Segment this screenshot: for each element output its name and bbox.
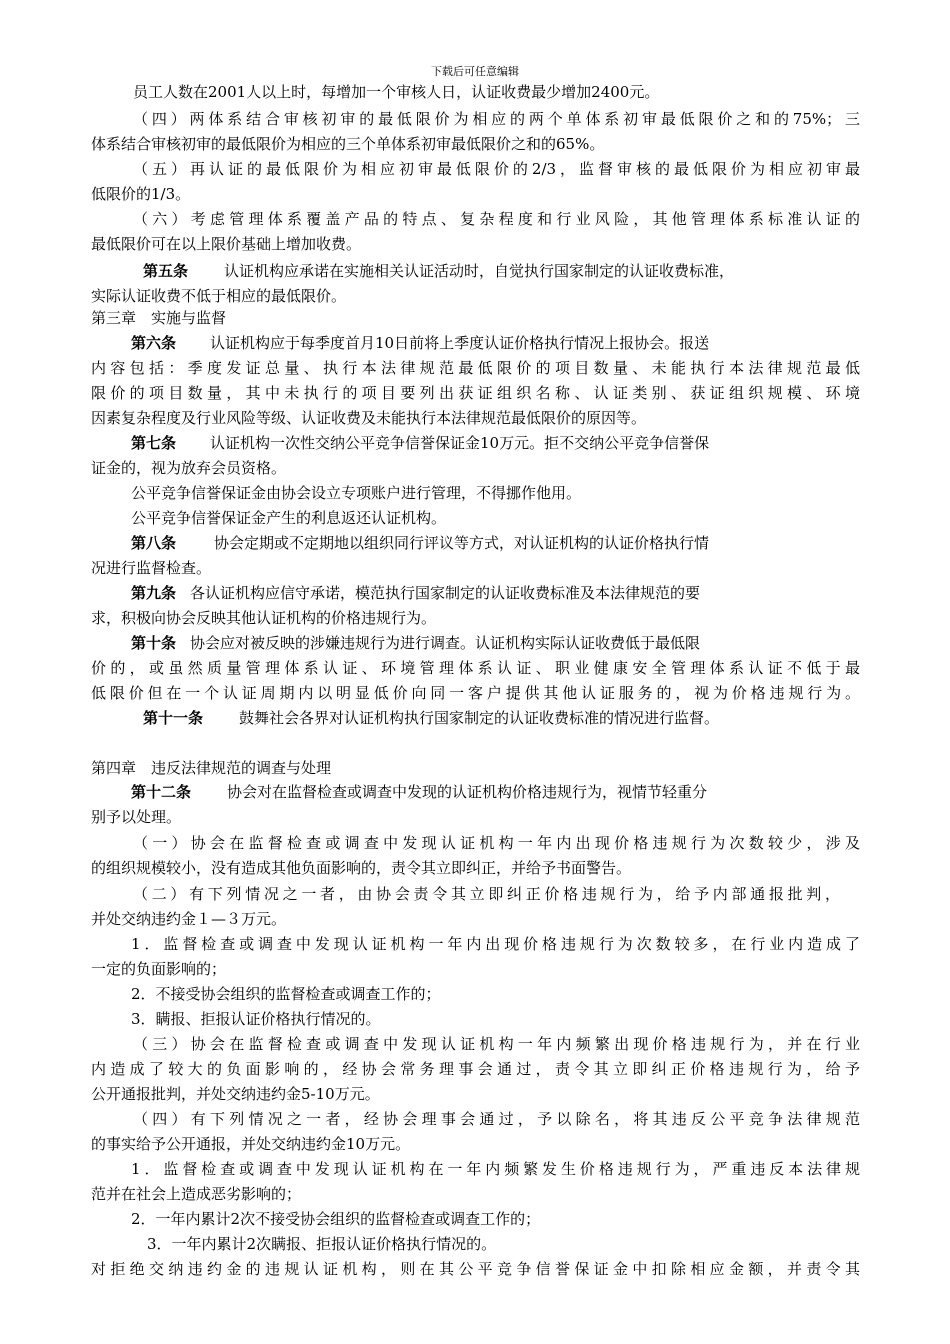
- article-6-heading: 第六条: [131, 334, 177, 352]
- paragraph-line: （一）协会在监督检查或调查中发现认证机构一年内出现价格违规行为次数较少，涉及: [133, 834, 860, 852]
- article-11-text: 鼓舞社会各界对认证机构执行国家制定的认证收费标准的情况进行监督。: [239, 709, 720, 727]
- paragraph-line: （四）两体系结合审核初审的最低限价为相应的两个单体系初审最低限价之和的75%；三: [133, 110, 860, 128]
- paragraph-line: 证金的，视为放弃会员资格。: [91, 459, 287, 477]
- paragraph-line: 别予以处理。: [91, 808, 182, 826]
- paragraph-line: 的事实给予公开通报，并处交纳违约金10万元。: [91, 1135, 411, 1153]
- paragraph-line: （六）考虑管理体系覆盖产品的特点、复杂程度和行业风险，其他管理体系标准认证的: [133, 210, 860, 228]
- paragraph-line: 因素复杂程度及行业风险等级、认证收费及未能执行本法律规范最低限价的原因等。: [91, 409, 647, 427]
- article-7-heading: 第七条: [131, 434, 177, 452]
- article-7-line: [131, 431, 860, 455]
- article-10-line: [131, 631, 860, 655]
- paragraph-line: 内造成了较大的负面影响的，经协会常务理事会通过，责令其立即纠正价格违规行为，给予: [91, 1060, 860, 1078]
- article-6-text: 认证机构应于每季度首月10日前将上季度认证价格执行情况上报协会。报送: [210, 334, 710, 352]
- article-9-line: [131, 581, 860, 605]
- article-8-line: [131, 531, 860, 555]
- paragraph-line: （三）协会在监督检查或调查中发现认证机构一年内频繁出现价格违规行为，并在行业: [133, 1035, 860, 1053]
- article-8-heading: 第八条: [131, 534, 177, 552]
- paragraph-line: 低限价但在一个认证周期内以明显低价向同一客户提供其他认证服务的，视为价格违规行为。: [91, 684, 860, 702]
- paragraph-line: 公开通报批判，并处交纳违约金5-10万元。: [91, 1085, 380, 1103]
- paragraph-line: 价的，或虽然质量管理体系认证、环境管理体系认证、职业健康安全管理体系认证不低于最: [91, 659, 860, 677]
- article-12-line: [131, 780, 860, 804]
- paragraph-line: （五）再认证的最低限价为相应初审最低限价的2/3，监督审核的最低限价为相应初审最: [133, 160, 860, 178]
- paragraph-line: 对拒绝交纳违约金的违规认证机构，则在其公平竞争信誉保证金中扣除相应金额，并责令其: [91, 1260, 860, 1278]
- list-item: 1．监督检查或调查中发现认证机构在一年内频繁发生价格违规行为，严重违反本法律规: [131, 1160, 860, 1178]
- article-10-heading: 第十条: [131, 634, 177, 652]
- article-9-heading: 第九条: [131, 584, 177, 602]
- paragraph-line: 体系结合审核初审的最低限价为相应的三个单体系初审最低限价之和的65%。: [91, 135, 605, 153]
- article-10-text: 协会应对被反映的涉嫌违规行为进行调查。认证机构实际认证收费低于最低限: [190, 634, 701, 652]
- article-9-text: 各认证机构应信守承诺，模范执行国家制定的认证收费标准及本法律规范的要: [190, 584, 701, 602]
- page-header: 下载后可任意编辑: [431, 65, 519, 78]
- paragraph-line: 实际认证收费不低于相应的最低限价。: [91, 287, 347, 305]
- article-11-line: [143, 706, 860, 730]
- article-5-heading: 第五条: [143, 262, 189, 280]
- paragraph-line: 的组织规模较小，没有造成其他负面影响的，责令其立即纠正，并给予书面警告。: [91, 859, 632, 877]
- paragraph-line: （二）有下列情况之一者，由协会责令其立即纠正价格违规行为，给予内部通报批判，: [133, 885, 840, 903]
- paragraph-line: 况进行监督检查。: [91, 559, 212, 577]
- paragraph-line: 范并在社会上造成恶劣影响的；: [91, 1185, 302, 1203]
- paragraph-line: 公平竞争信誉保证金产生的利息返还认证机构。: [131, 509, 447, 527]
- article-5-text: 认证机构应承诺在实施相关认证活动时，自觉执行国家制定的认证收费标准，: [224, 262, 735, 280]
- paragraph-line: 低限价的1/3。: [91, 185, 191, 203]
- article-12-heading: 第十二条: [131, 783, 192, 801]
- paragraph-line: 并处交纳违约金１—３万元。: [91, 910, 287, 928]
- paragraph-line: 员工人数在2001人以上时，每增加一个审核人日，认证收费最少增加2400元。: [133, 83, 660, 101]
- list-item: 1．监督检查或调查中发现认证机构一年内出现价格违规行为次数较多，在行业内造成了: [131, 935, 860, 953]
- article-6-line: [131, 331, 860, 355]
- paragraph-line: 最低限价可在以上限价基础上增加收费。: [91, 235, 362, 253]
- list-item: 3．瞒报、拒报认证价格执行情况的。: [131, 1010, 381, 1028]
- paragraph-line: 限价的项目数量，其中未执行的项目要列出获证组织名称、认证类别、获证组织规模、环境: [91, 384, 860, 402]
- chapter-3-title: 第三章 实施与监督: [91, 309, 227, 327]
- article-11-heading: 第十一条: [143, 709, 204, 727]
- paragraph-line: 一定的负面影响的；: [91, 960, 227, 978]
- article-12-text: 协会对在监督检查或调查中发现的认证机构价格违规行为，视情节轻重分: [227, 783, 708, 801]
- article-7-text: 认证机构一次性交纳公平竞争信誉保证金10万元。拒不交纳公平竞争信誉保: [210, 434, 710, 452]
- list-item: 2．不接受协会组织的监督检查或调查工作的；: [131, 985, 441, 1003]
- paragraph-line: 求，积极向协会反映其他认证机构的价格违规行为。: [91, 609, 437, 627]
- list-item: 2．一年内累计2次不接受协会组织的监督检查或调查工作的；: [131, 1210, 541, 1228]
- paragraph-line: 公平竞争信誉保证金由协会设立专项账户进行管理，不得挪作他用。: [131, 484, 582, 502]
- list-item: 3．一年内累计2次瞒报、拒报认证价格执行情况的。: [147, 1235, 497, 1253]
- article-5-line: [143, 259, 860, 283]
- paragraph-line: 内容包括：季度发证总量、执行本法律规范最低限价的项目数量、未能执行本法律规范最低: [91, 359, 860, 377]
- article-8-text: 协会定期或不定期地以组织同行评议等方式，对认证机构的认证价格执行情: [214, 534, 710, 552]
- paragraph-line: （四）有下列情况之一者，经协会理事会通过，予以除名，将其违反公平竞争法律规范: [133, 1110, 860, 1128]
- chapter-4-title: 第四章 违反法律规范的调查与处理: [91, 759, 332, 777]
